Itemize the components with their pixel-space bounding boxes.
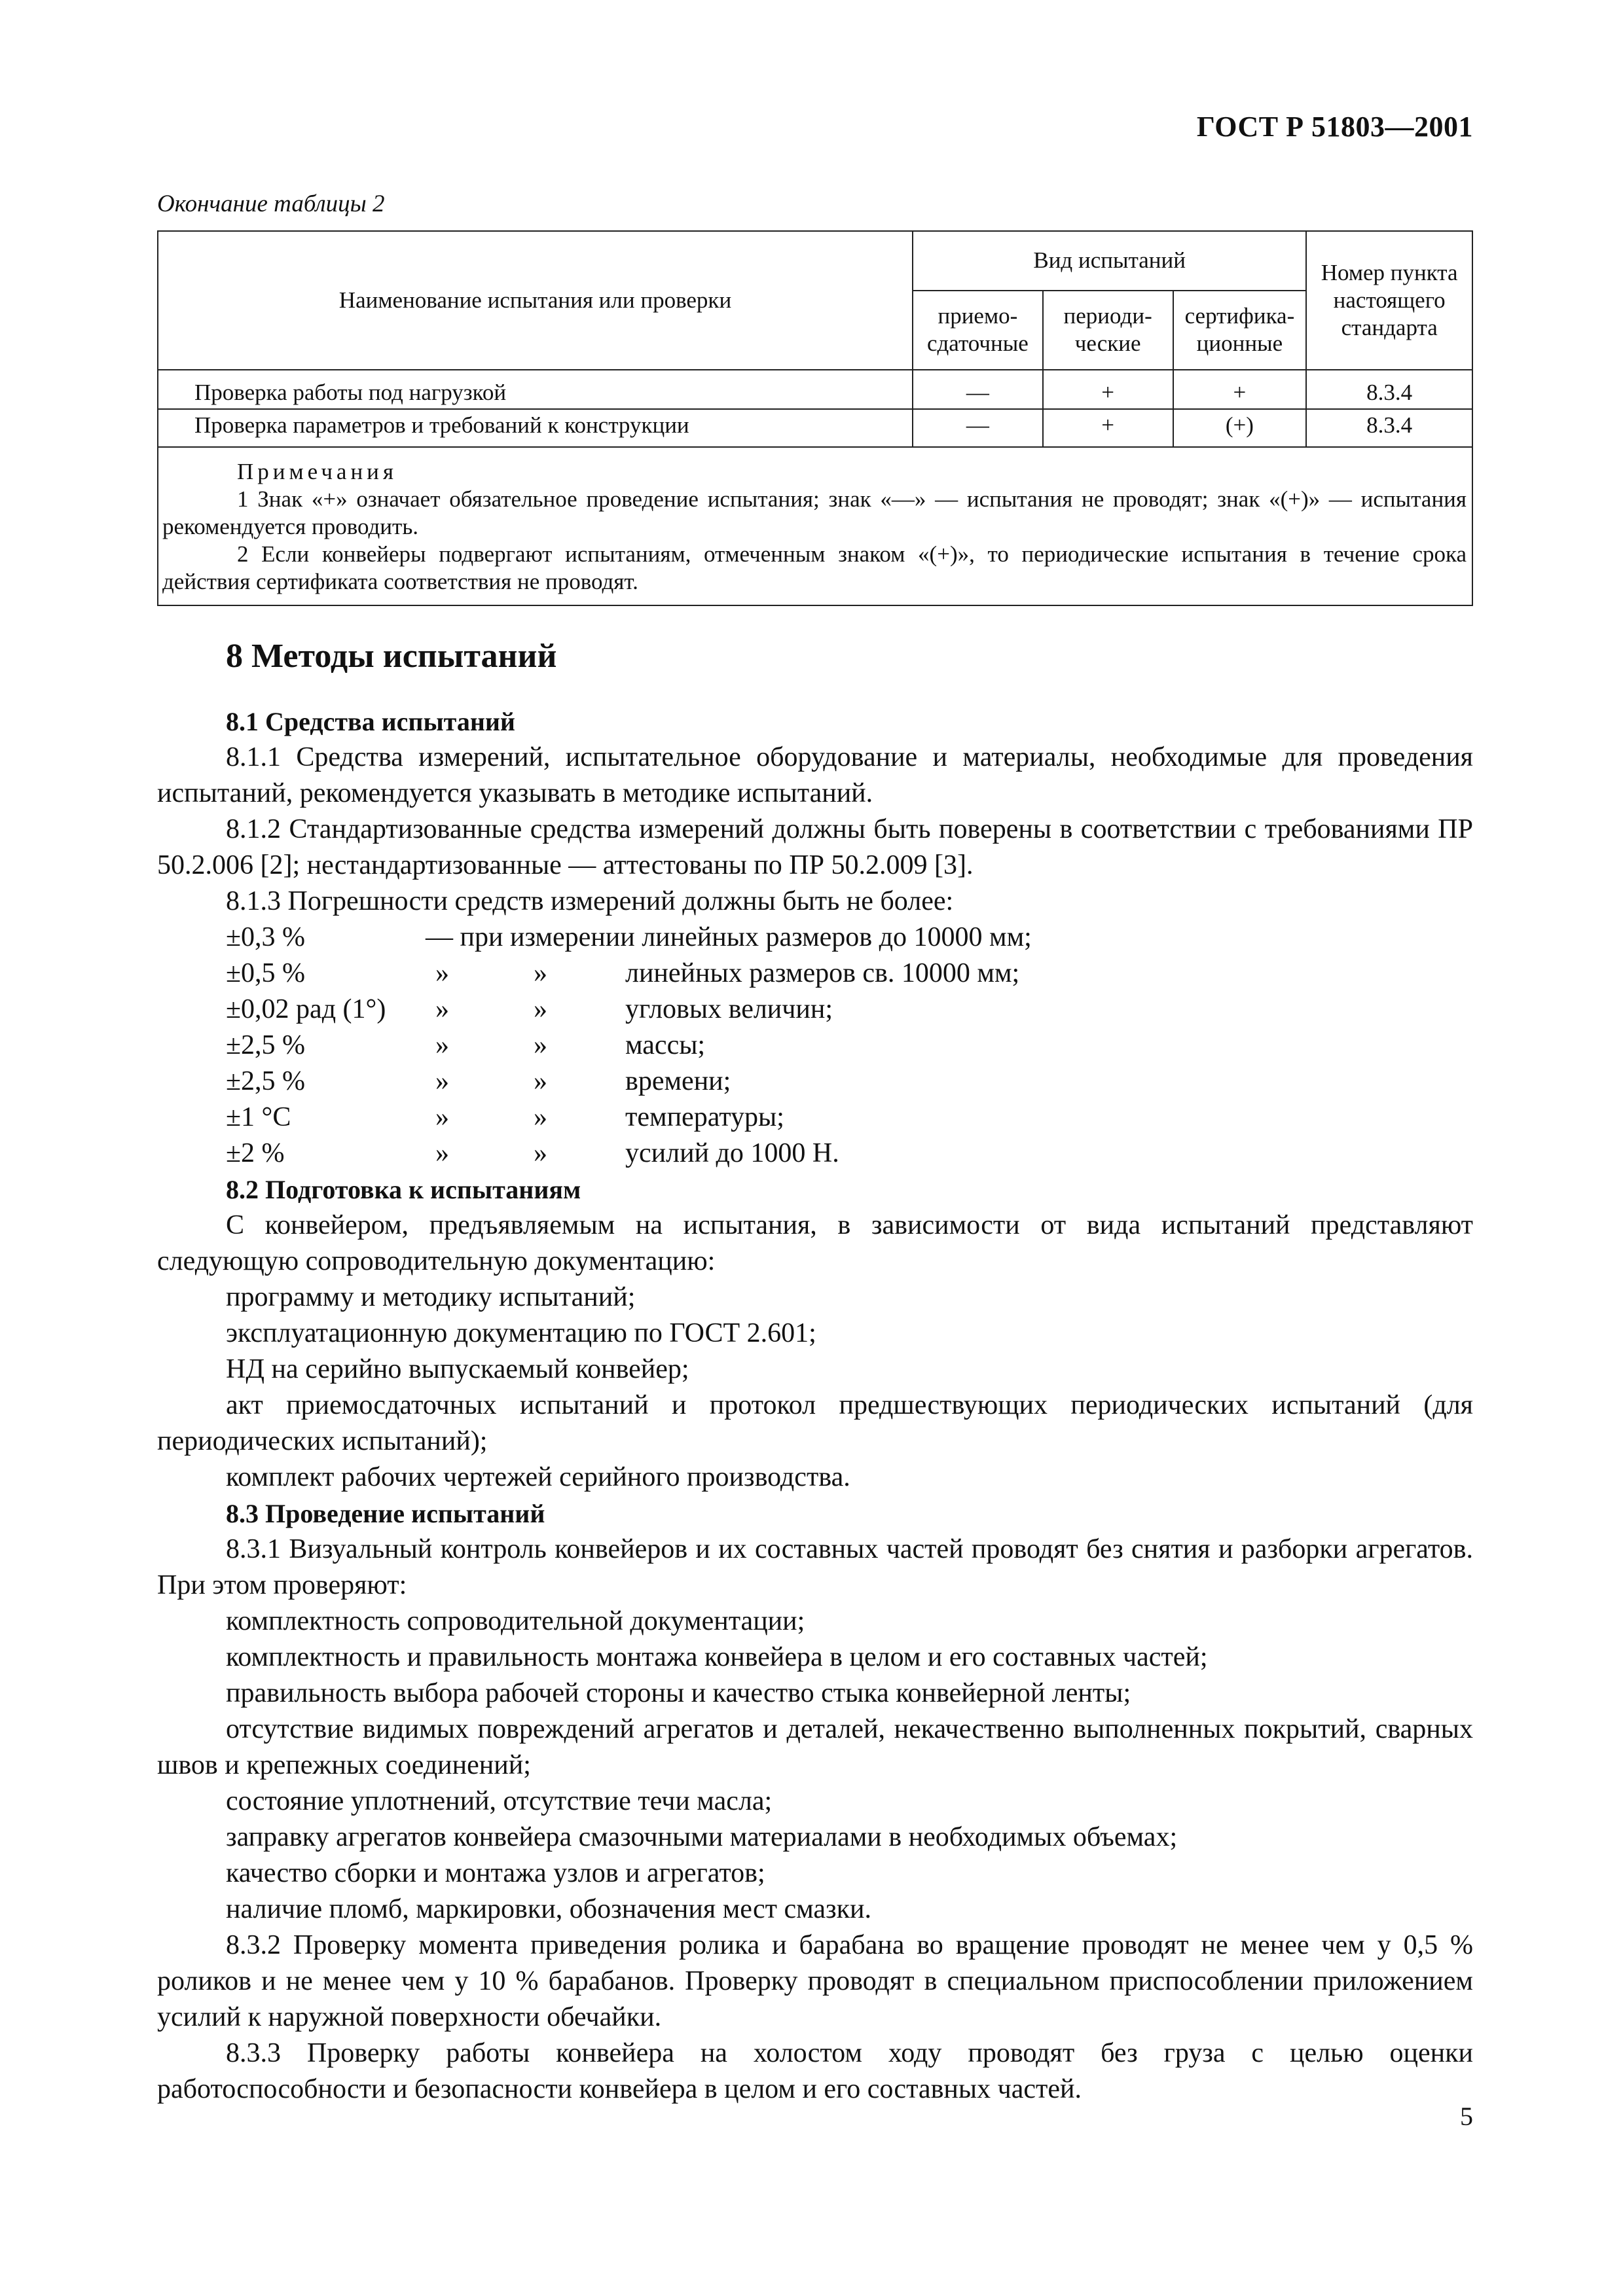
note-2: 2 Если конвейеры подвергают испытаниям, отмеченным знаком «(+)», то периодические испытания в течение срока действия сертификата соответствия не проводят.	[162, 541, 1467, 594]
list-item: заправку агрегатов конвейера смазочными материалами в необходимых объемах;	[226, 1822, 1178, 1852]
list-item: эксплуатационную документацию по ГОСТ 2.601;	[226, 1318, 816, 1348]
tolerance-row	[157, 956, 1473, 992]
column-header-acceptance: приемо- сдаточные	[913, 291, 1043, 370]
ditto-mark: »	[435, 1138, 449, 1168]
paragraph-8-2: С конвейером, предъявляемым на испытания, в зависимости от вида испытаний представляют следующую сопроводительную документацию:	[157, 1210, 1473, 1276]
tolerance-list	[157, 920, 1473, 1172]
ditto-mark: »	[435, 1030, 449, 1060]
tolerance-text: усилий до 1000 Н.	[625, 1138, 839, 1168]
subsection-8-3-title: 8.3 Проведение испытаний	[226, 1499, 545, 1528]
list-item: состояние уплотнений, отсутствие течи масла;	[226, 1786, 773, 1816]
list-item: НД на серийно выпускаемый конвейер;	[226, 1354, 689, 1384]
list-item: комплектность и правильность монтажа конвейера в целом и его составных частей;	[226, 1642, 1208, 1672]
tolerance-value: ±2 %	[226, 1138, 285, 1168]
tolerance-row	[157, 1100, 1473, 1136]
ditto-mark: »	[534, 1102, 547, 1132]
periodic-cell: +	[1043, 370, 1173, 409]
page-number: 5	[1460, 2102, 1473, 2131]
section-title: 8 Методы испытаний	[226, 637, 557, 675]
tolerance-row	[157, 992, 1473, 1028]
list-item: акт приемосдаточных испытаний и протокол предшествующих периодических испытаний (для периодических испытаний);	[157, 1390, 1473, 1456]
list-item: качество сборки и монтажа узлов и агрегатов;	[226, 1858, 765, 1888]
ditto-mark: »	[534, 1066, 547, 1096]
paragraph-8-3-1: 8.3.1 Визуальный контроль конвейеров и их составных частей проводят без снятия и разборки агрегатов. При этом проверяют:	[157, 1534, 1473, 1600]
tolerance-value: ±0,02 рад (1°)	[226, 994, 386, 1024]
section-8-body	[157, 638, 1473, 2108]
list-item: отсутствие видимых повреждений агрегатов и деталей, некачественно выполненных покрытий, сварных швов и крепежных соединений;	[157, 1714, 1473, 1780]
certification-cell: (+)	[1173, 409, 1307, 447]
tolerance-row	[157, 920, 1473, 956]
paragraph-8-3-2: 8.3.2 Проверку момента приведения ролика и барабана во вращение проводят не менее чем у 0,5 % роликов и не менее чем у 10 % барабанов. Проверку проводят в специальном приспособлении приложением усилий к наружной поверхности обечайки.	[157, 1930, 1473, 2032]
column-header-test-name: Наименование испытания или проверки	[158, 231, 913, 370]
tolerance-value: ±2,5 %	[226, 1030, 306, 1060]
list-item: комплектность сопроводительной документации;	[226, 1606, 805, 1636]
acceptance-cell: —	[913, 409, 1043, 447]
tolerance-value: ±2,5 %	[226, 1066, 306, 1096]
tolerance-text: времени;	[625, 1066, 731, 1096]
tolerance-row	[157, 1136, 1473, 1172]
table-row	[158, 409, 1472, 447]
ditto-mark: »	[435, 1066, 449, 1096]
test-name-cell: Проверка параметров и требований к конструкции	[158, 409, 913, 447]
tolerance-text: — при измерении линейных размеров до 10000 мм;	[426, 922, 1032, 952]
ditto-mark: »	[534, 1138, 547, 1168]
tolerance-text: температуры;	[625, 1102, 784, 1132]
certification-cell: +	[1173, 370, 1307, 409]
ditto-mark: »	[435, 994, 449, 1024]
clause-number-cell: 8.3.4	[1306, 370, 1472, 409]
paragraph-8-1-2: 8.1.2 Стандартизованные средства измерений должны быть поверены в соответствии с требованиями ПР 50.2.006 [2]; нестандартизованные — аттестованы по ПР 50.2.009 [3].	[157, 814, 1473, 880]
paragraph-8-1-1: 8.1.1 Средства измерений, испытательное оборудование и материалы, необходимые для проведения испытаний, рекомендуется указывать в методике испытаний.	[157, 742, 1473, 808]
table-caption: Окончание таблицы 2	[157, 190, 385, 217]
tolerance-value: ±0,5 %	[226, 958, 306, 988]
list-item: правильность выбора рабочей стороны и качество стыка конвейерной ленты;	[226, 1678, 1131, 1708]
column-header-clause-number: Номер пункта настоящего стандарта	[1306, 231, 1472, 370]
subsection-8-1-title: 8.1 Средства испытаний	[226, 707, 515, 736]
test-name-cell: Проверка работы под нагрузкой	[158, 370, 913, 409]
tolerance-value: ±1 °С	[226, 1102, 291, 1132]
notes-title: Примечания	[237, 459, 398, 484]
list-item: программу и методику испытаний;	[226, 1282, 636, 1312]
acceptance-cell: —	[913, 370, 1043, 409]
periodic-cell: +	[1043, 409, 1173, 447]
note-1: 1 Знак «+» означает обязательное проведение испытания; знак «—» — испытания не проводят; знак «(+)» — испытания рекомендуется проводить.	[162, 486, 1467, 539]
subsection-8-2-title: 8.2 Подготовка к испытаниям	[226, 1175, 581, 1204]
list-item: комплект рабочих чертежей серийного производства.	[226, 1462, 850, 1492]
column-header-certification: сертифика- ционные	[1173, 291, 1307, 370]
standard-designation: ГОСТ Р 51803—2001	[1196, 111, 1473, 143]
tolerance-text: массы;	[625, 1030, 706, 1060]
table-row	[158, 370, 1472, 409]
ditto-mark: »	[534, 994, 547, 1024]
column-header-periodic: периоди- ческие	[1043, 291, 1173, 370]
tolerance-row	[157, 1028, 1473, 1064]
test-types-table	[157, 230, 1473, 606]
paragraph-8-3-3: 8.3.3 Проверку работы конвейера на холостом ходу проводят без груза с целью оценки работоспособности и безопасности конвейера в целом и его составных частей.	[157, 2038, 1473, 2104]
paragraph-8-1-3: 8.1.3 Погрешности средств измерений должны быть не более:	[226, 886, 954, 916]
ditto-mark: »	[534, 958, 547, 988]
ditto-mark: »	[435, 1102, 449, 1132]
tolerance-text: линейных размеров св. 10000 мм;	[625, 958, 1020, 988]
column-header-test-kind: Вид испытаний	[913, 231, 1306, 291]
ditto-mark: »	[534, 1030, 547, 1060]
ditto-mark: »	[435, 958, 449, 988]
table-notes	[158, 447, 1472, 605]
tolerance-text: угловых величин;	[625, 994, 833, 1024]
clause-number-cell: 8.3.4	[1306, 409, 1472, 447]
list-item: наличие пломб, маркировки, обозначения мест смазки.	[226, 1894, 872, 1924]
tolerance-row	[157, 1064, 1473, 1100]
tolerance-value: ±0,3 %	[226, 922, 306, 952]
